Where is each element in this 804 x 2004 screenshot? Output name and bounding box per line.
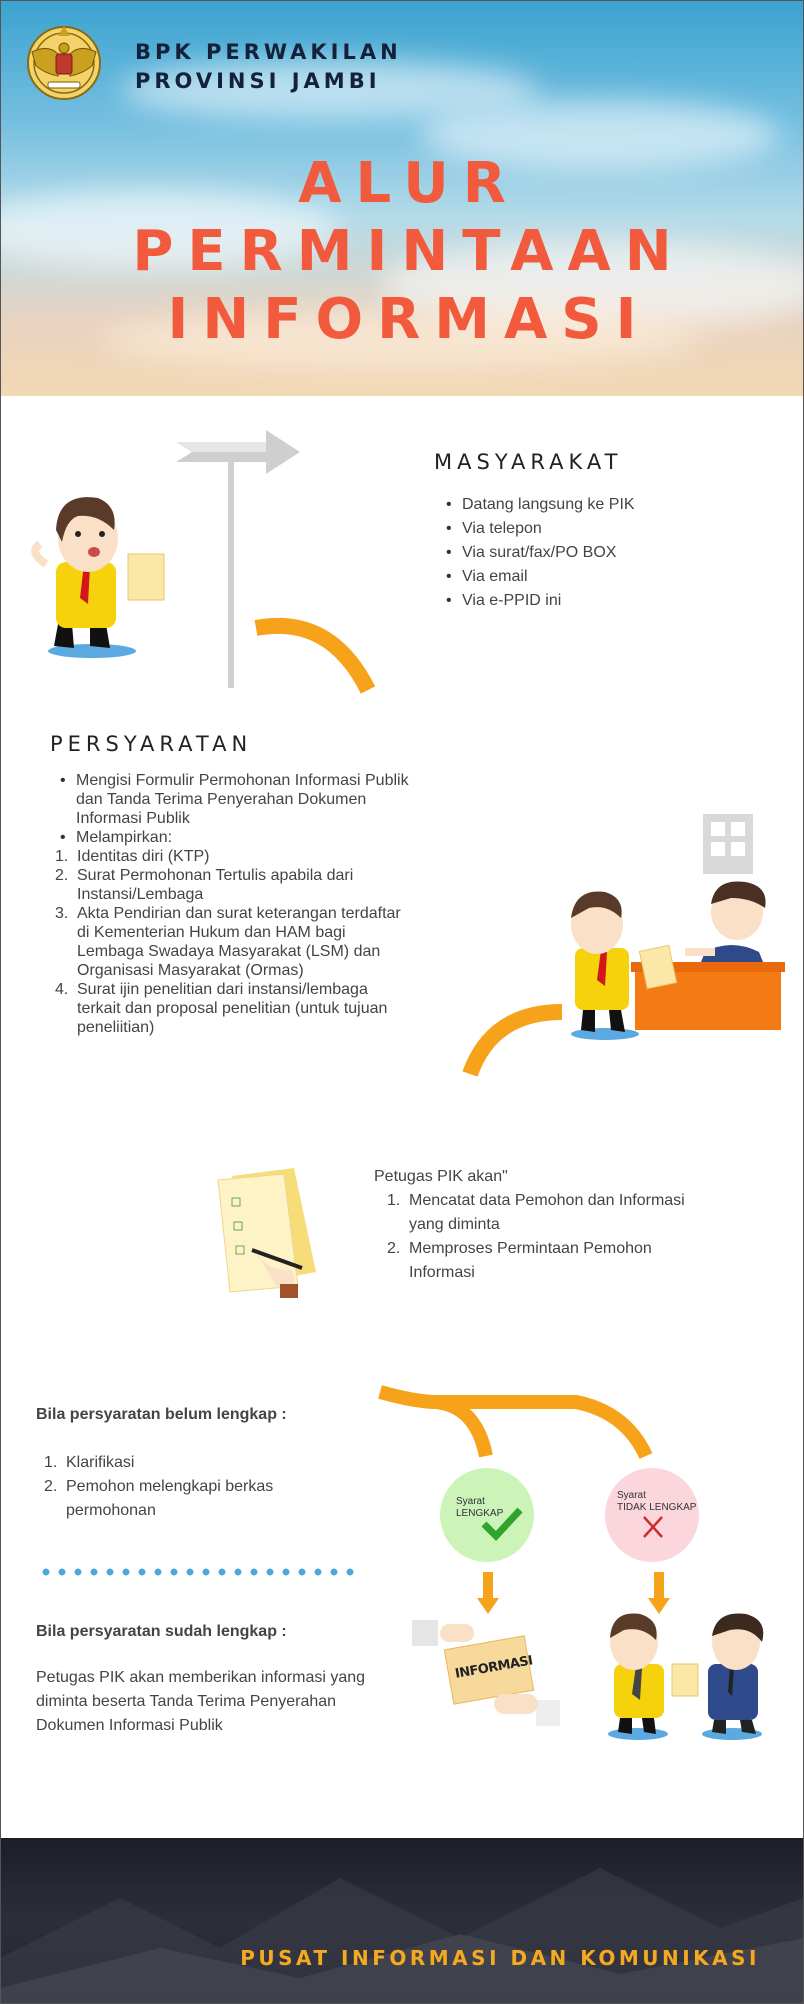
page-title [0, 150, 804, 354]
badge-lengkap [440, 1468, 534, 1562]
information-paper-label: INFORMASI [453, 1653, 534, 1682]
list-item: 2. Pemohon melengkapi berkas permohonan [44, 1478, 274, 1519]
list-item: • Via telepon [438, 517, 768, 541]
sudah-lengkap-text: Petugas PIK akan memberikan informasi yang diminta beserta Tanda Terima Penyerahan Dokumen Informasi Publik [36, 1669, 366, 1734]
list-item: 1. Klarifikasi [44, 1454, 135, 1471]
title-line-2: PERMINTAAN [132, 219, 686, 284]
org-line-2: PROVINSI JAMBI [135, 69, 381, 93]
down-arrow-left [477, 1572, 499, 1616]
badge-lengkap-line2: LENGKAP [456, 1508, 504, 1519]
list-item: 2. Memproses Permintaan Pemohon Informasi [387, 1240, 652, 1281]
belum-lengkap-list [44, 1451, 344, 1523]
garuda-emblem-icon [22, 18, 106, 104]
organization-name [135, 38, 402, 96]
masyarakat-title: MASYARAKAT [434, 450, 623, 474]
petugas-intro: Petugas PIK akan" [374, 1168, 508, 1185]
persyaratan-content [52, 771, 412, 1037]
belum-lengkap-title: Bila persyaratan belum lengkap : [36, 1406, 287, 1423]
footer-text: PUSAT INFORMASI DAN KOMUNIKASI [240, 1946, 760, 1970]
list-item: • Via email [438, 565, 768, 589]
badge-lengkap-line1: Syarat [456, 1496, 485, 1507]
list-item: • Mengisi Formulir Permohonan Informasi Publik dan Tanda Terima Penyerahan Dokumen Informasi Publik [52, 771, 412, 828]
mountain-background [0, 1838, 804, 2004]
checklist-form-illustration [212, 1168, 322, 1302]
list-item: 1. Mencatat data Pemohon dan Informasi yang diminta [387, 1192, 685, 1233]
list-item: 4. Surat ijin penelitian dari instansi/lembaga terkait dan proposal penelitian (untuk tujuan peneliitian) [55, 981, 388, 1036]
information-handover-illustration [412, 1616, 562, 1730]
list-item: • Via surat/fax/PO BOX [438, 541, 768, 565]
confused-man-illustration [18, 486, 168, 656]
badge-tidak-lengkap [605, 1468, 699, 1562]
service-desk-illustration [555, 812, 785, 1042]
cross-icon [641, 1514, 665, 1540]
list-item: • Via e-PPID ini [438, 589, 768, 613]
list-item: • Melampirkan: [52, 828, 412, 847]
title-line-1: ALUR [298, 151, 520, 216]
orange-arrow-curve-2 [462, 1002, 572, 1082]
masyarakat-list [438, 493, 768, 613]
list-item: 3. Akta Pendirian dan surat keterangan terdaftar di Kementerian Hukum dan HAM bagi Lembaga Swadaya Masyarakat (LSM) dan Organisasi Masyarakat (Ormas) [55, 905, 401, 979]
decision-branch-arrow [376, 1382, 666, 1462]
footer-banner [0, 1838, 804, 2004]
orange-arrow-curve-1 [250, 618, 380, 708]
sudah-lengkap-title: Bila persyaratan sudah lengkap : [36, 1623, 287, 1640]
badge-tidak-line1: Syarat [617, 1490, 646, 1501]
checkmark-icon [480, 1506, 524, 1542]
title-line-3: INFORMASI [167, 287, 651, 352]
list-item: 1. Identitas diri (KTP) [55, 848, 210, 865]
handshake-illustration [590, 1608, 790, 1742]
persyaratan-title: PERSYARATAN [50, 732, 253, 756]
badge-tidak-line2: TIDAK LENGKAP [617, 1502, 697, 1513]
list-item: 2. Surat Permohonan Tertulis apabila dari Instansi/Lembaga [55, 867, 354, 903]
org-line-1: BPK PERWAKILAN [135, 40, 402, 64]
petugas-content [374, 1165, 704, 1285]
dotted-divider [42, 1568, 362, 1576]
list-item: • Datang langsung ke PIK [438, 493, 768, 517]
